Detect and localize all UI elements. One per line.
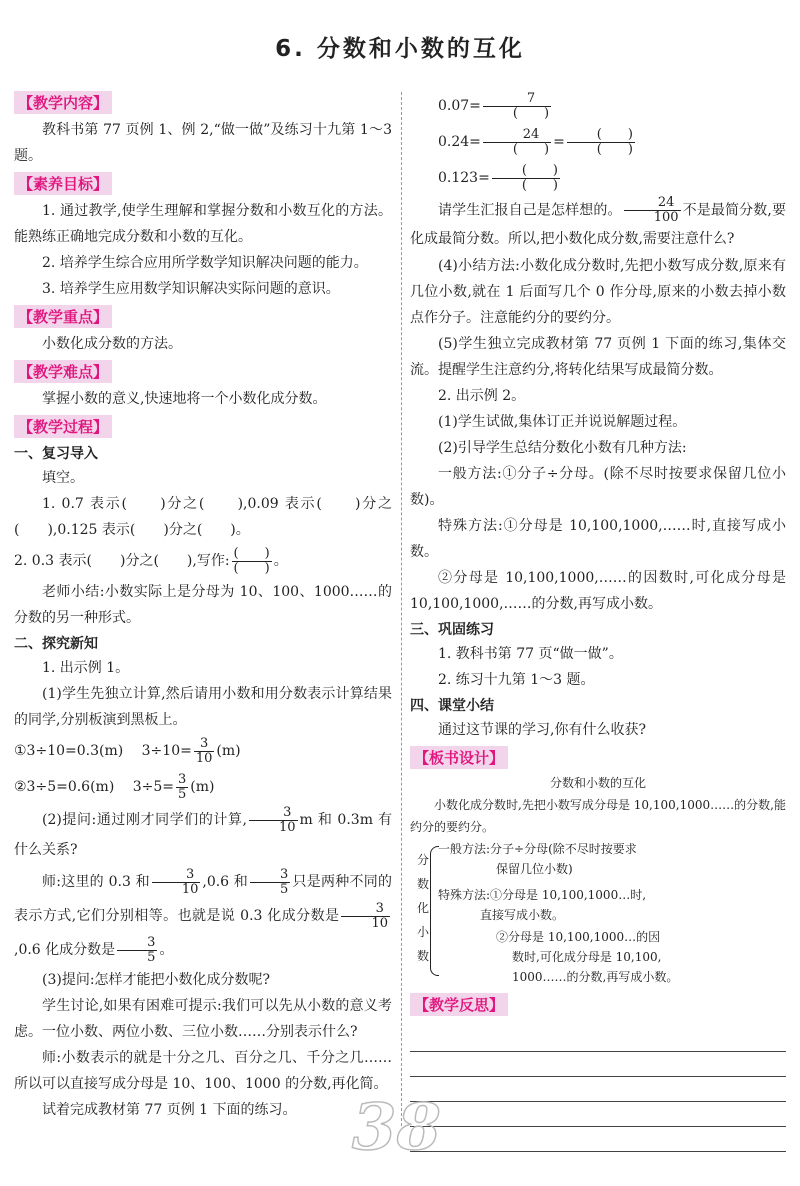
fill-instruction: 填空。	[42, 470, 84, 486]
board-special-1: 特殊方法:①分母是 10,100,1000…时,	[438, 888, 647, 902]
key-text: 小数化成分数的方法。	[42, 336, 182, 352]
special-method-1: 特殊方法:①分母是 10,100,1000,……时,直接写成小数。	[410, 518, 786, 560]
heading-summary: 四、课堂小结	[410, 698, 494, 714]
teacher-explanation-2: 师:小数表示的就是十分之几、百分之几、千分之几……所以可以直接写成分母是 10、100、1000 的分数,再化简。	[14, 1050, 392, 1092]
board-special-4: 数时,可化成分母是 10,100,	[512, 950, 662, 964]
brace-shape	[430, 846, 439, 976]
reflection-lines	[410, 1027, 786, 1152]
equation-2: 0.24= $\frac{24}{( )}$ = $\frac{( )}{( )}$	[438, 126, 633, 157]
board-general-2: 保留几位小数)	[496, 862, 573, 876]
board-special-5: 1000……的分数,再写成小数。	[512, 970, 679, 984]
question-2: 2. 0.3 表示( )分之( ),写作: $\frac{( )}{( )}$ 。	[14, 545, 288, 576]
general-method: 一般方法:①分子÷分母。(除不尽时按要求保留几位小数)。	[410, 466, 786, 508]
board-method-diagram	[410, 838, 786, 990]
example-2: 2. 出示例 2。	[438, 388, 526, 404]
section-heading-goals: 【素养目标】	[14, 172, 112, 195]
example-2-step-1: (1)学生试做,集体订正并说说解题过程。	[438, 414, 687, 430]
section-heading-board: 【板书设计】	[410, 746, 508, 769]
goal-3: 3. 培养学生应用数学知识解决实际问题的意识。	[42, 281, 340, 297]
reflection-line[interactable]	[410, 1102, 786, 1127]
reflection-line[interactable]	[410, 1052, 786, 1077]
board-title: 分数和小数的互化	[549, 776, 646, 790]
goal-2: 2. 培养学生综合应用所学数学知识解决问题的能力。	[42, 255, 368, 271]
column-divider	[401, 92, 402, 1126]
section-heading-key: 【教学重点】	[14, 305, 112, 328]
left-column	[14, 88, 392, 1156]
student-discussion: 学生讨论,如果有困难可提示:我们可以先从小数的意义考虑。一位小数、两位小数、三位小数……分别表示什么?	[14, 998, 392, 1040]
step-5-practice: (5)学生独立完成教材第 77 页例 1 下面的练习,集体交流。提醒学生注意约分,将转化结果写成最简分数。	[410, 336, 786, 378]
calc-line-2: ②3÷5=0.6(m) 3÷5= $\frac{3}{5}$ (m)	[14, 771, 215, 802]
example-1-step-3: (3)提问:怎样才能把小数化成分数呢?	[42, 972, 271, 988]
question-1: 1. 0.7 表示( )分之( ),0.09 表示( )分之( ),0.125 表示( )分之( )。	[14, 496, 392, 538]
heading-explore: 二、探究新知	[14, 636, 98, 652]
board-intro: 小数化成分数时,先把小数写成分母是 10,100,1000……的分数,能约分的要约分。	[410, 798, 786, 834]
board-special-2: 直接写成小数。	[480, 908, 565, 922]
consolidate-2: 2. 练习十九第 1～3 题。	[438, 672, 595, 688]
teacher-summary: 老师小结:小数实际上是分母为 10、100、1000……的分数的另一种形式。	[14, 584, 392, 626]
reflection-line[interactable]	[410, 1077, 786, 1102]
example-1-step-2: (2)提问:通过刚才同学们的计算, $\frac{3}{10}$ m 和 0.3m 有什么关系?	[14, 804, 392, 858]
board-design	[410, 772, 786, 990]
section-heading-reflection: 【教学反思】	[410, 993, 508, 1016]
heading-consolidate: 三、巩固练习	[410, 622, 494, 638]
section-heading-difficulty: 【教学难点】	[14, 360, 112, 383]
summary-question: 通过这节课的学习,你有什么收获?	[438, 722, 646, 738]
example-1-step-1: (1)学生先独立计算,然后请用小数和用分数表示计算结果的同学,分别板演到黑板上。	[14, 686, 392, 728]
board-general-1: 一般方法:分子÷分母(除不尽时按要求	[438, 842, 637, 856]
section-heading-content: 【教学内容】	[14, 91, 112, 114]
page-number: 38	[352, 1090, 442, 1165]
heading-review: 一、复习导入	[14, 446, 98, 462]
equation-1: 0.07= $\frac{7}{( )}$	[438, 90, 550, 121]
step-4-summary: (4)小结方法:小数化成分数时,先把小数写成分数,原来有几位小数,就在 1 后面写几个 0 作分母,原来的小数去掉小数点作分子。注意能约分的要约分。	[410, 258, 786, 326]
calc-line-1: ①3÷10=0.3(m) 3÷10= $\frac{3}{10}$ (m)	[14, 735, 241, 766]
difficulty-text: 掌握小数的意义,快速地将一个小数化成分数。	[42, 391, 327, 407]
special-method-2: ②分母是 10,100,1000,……的因数时,可化成分母是 10,100,1000,……的分数,再写成小数。	[410, 570, 786, 612]
fraction: $\frac{( )}{( )}$	[233, 545, 270, 576]
teacher-explanation-1: 师:这里的 0.3 和 $\frac{3}{10}$ ,0.6 和 $\frac{3}{5}$ 只是两种不同的表示方式,它们分别相等。也就是说 0.3 化成分数是 $\frac{3}{10}$ ,0.6 化成分数是 $\frac{3}{5}$ 。	[14, 866, 393, 965]
board-side-label: 分 数 化 小 数	[416, 853, 429, 963]
reflection-line[interactable]	[410, 1027, 786, 1052]
consolidate-1: 1. 教科书第 77 页“做一做”。	[438, 646, 623, 662]
student-report: 请学生汇报自己是怎样想的。 $\frac{24}{100}$ 不是最简分数,要化成最简分数。所以,把小数化成分数,需要注意什么?	[410, 195, 787, 247]
try-exercise: 试着完成教材第 77 页例 1 下面的练习。	[42, 1102, 297, 1118]
board-special-3: ②分母是 10,100,1000…的因	[496, 930, 661, 944]
reflection-line[interactable]	[410, 1127, 786, 1152]
goal-1: 1. 通过教学,使学生理解和掌握分数和小数互化的方法。能熟练正确地完成分数和小数的互化。	[14, 203, 392, 245]
equation-3: 0.123= $\frac{( )}{( )}$	[438, 162, 558, 193]
page-title: 6. 分数和小数的互化	[275, 36, 525, 62]
example-1: 1. 出示例 1。	[42, 660, 130, 676]
right-column	[410, 88, 786, 1156]
example-2-step-2: (2)引导学生总结分数化小数有几种方法:	[438, 440, 687, 456]
content-text: 教科书第 77 页例 1、例 2,“做一做”及练习十九第 1～3 题。	[14, 122, 392, 164]
section-heading-process: 【教学过程】	[14, 415, 112, 438]
